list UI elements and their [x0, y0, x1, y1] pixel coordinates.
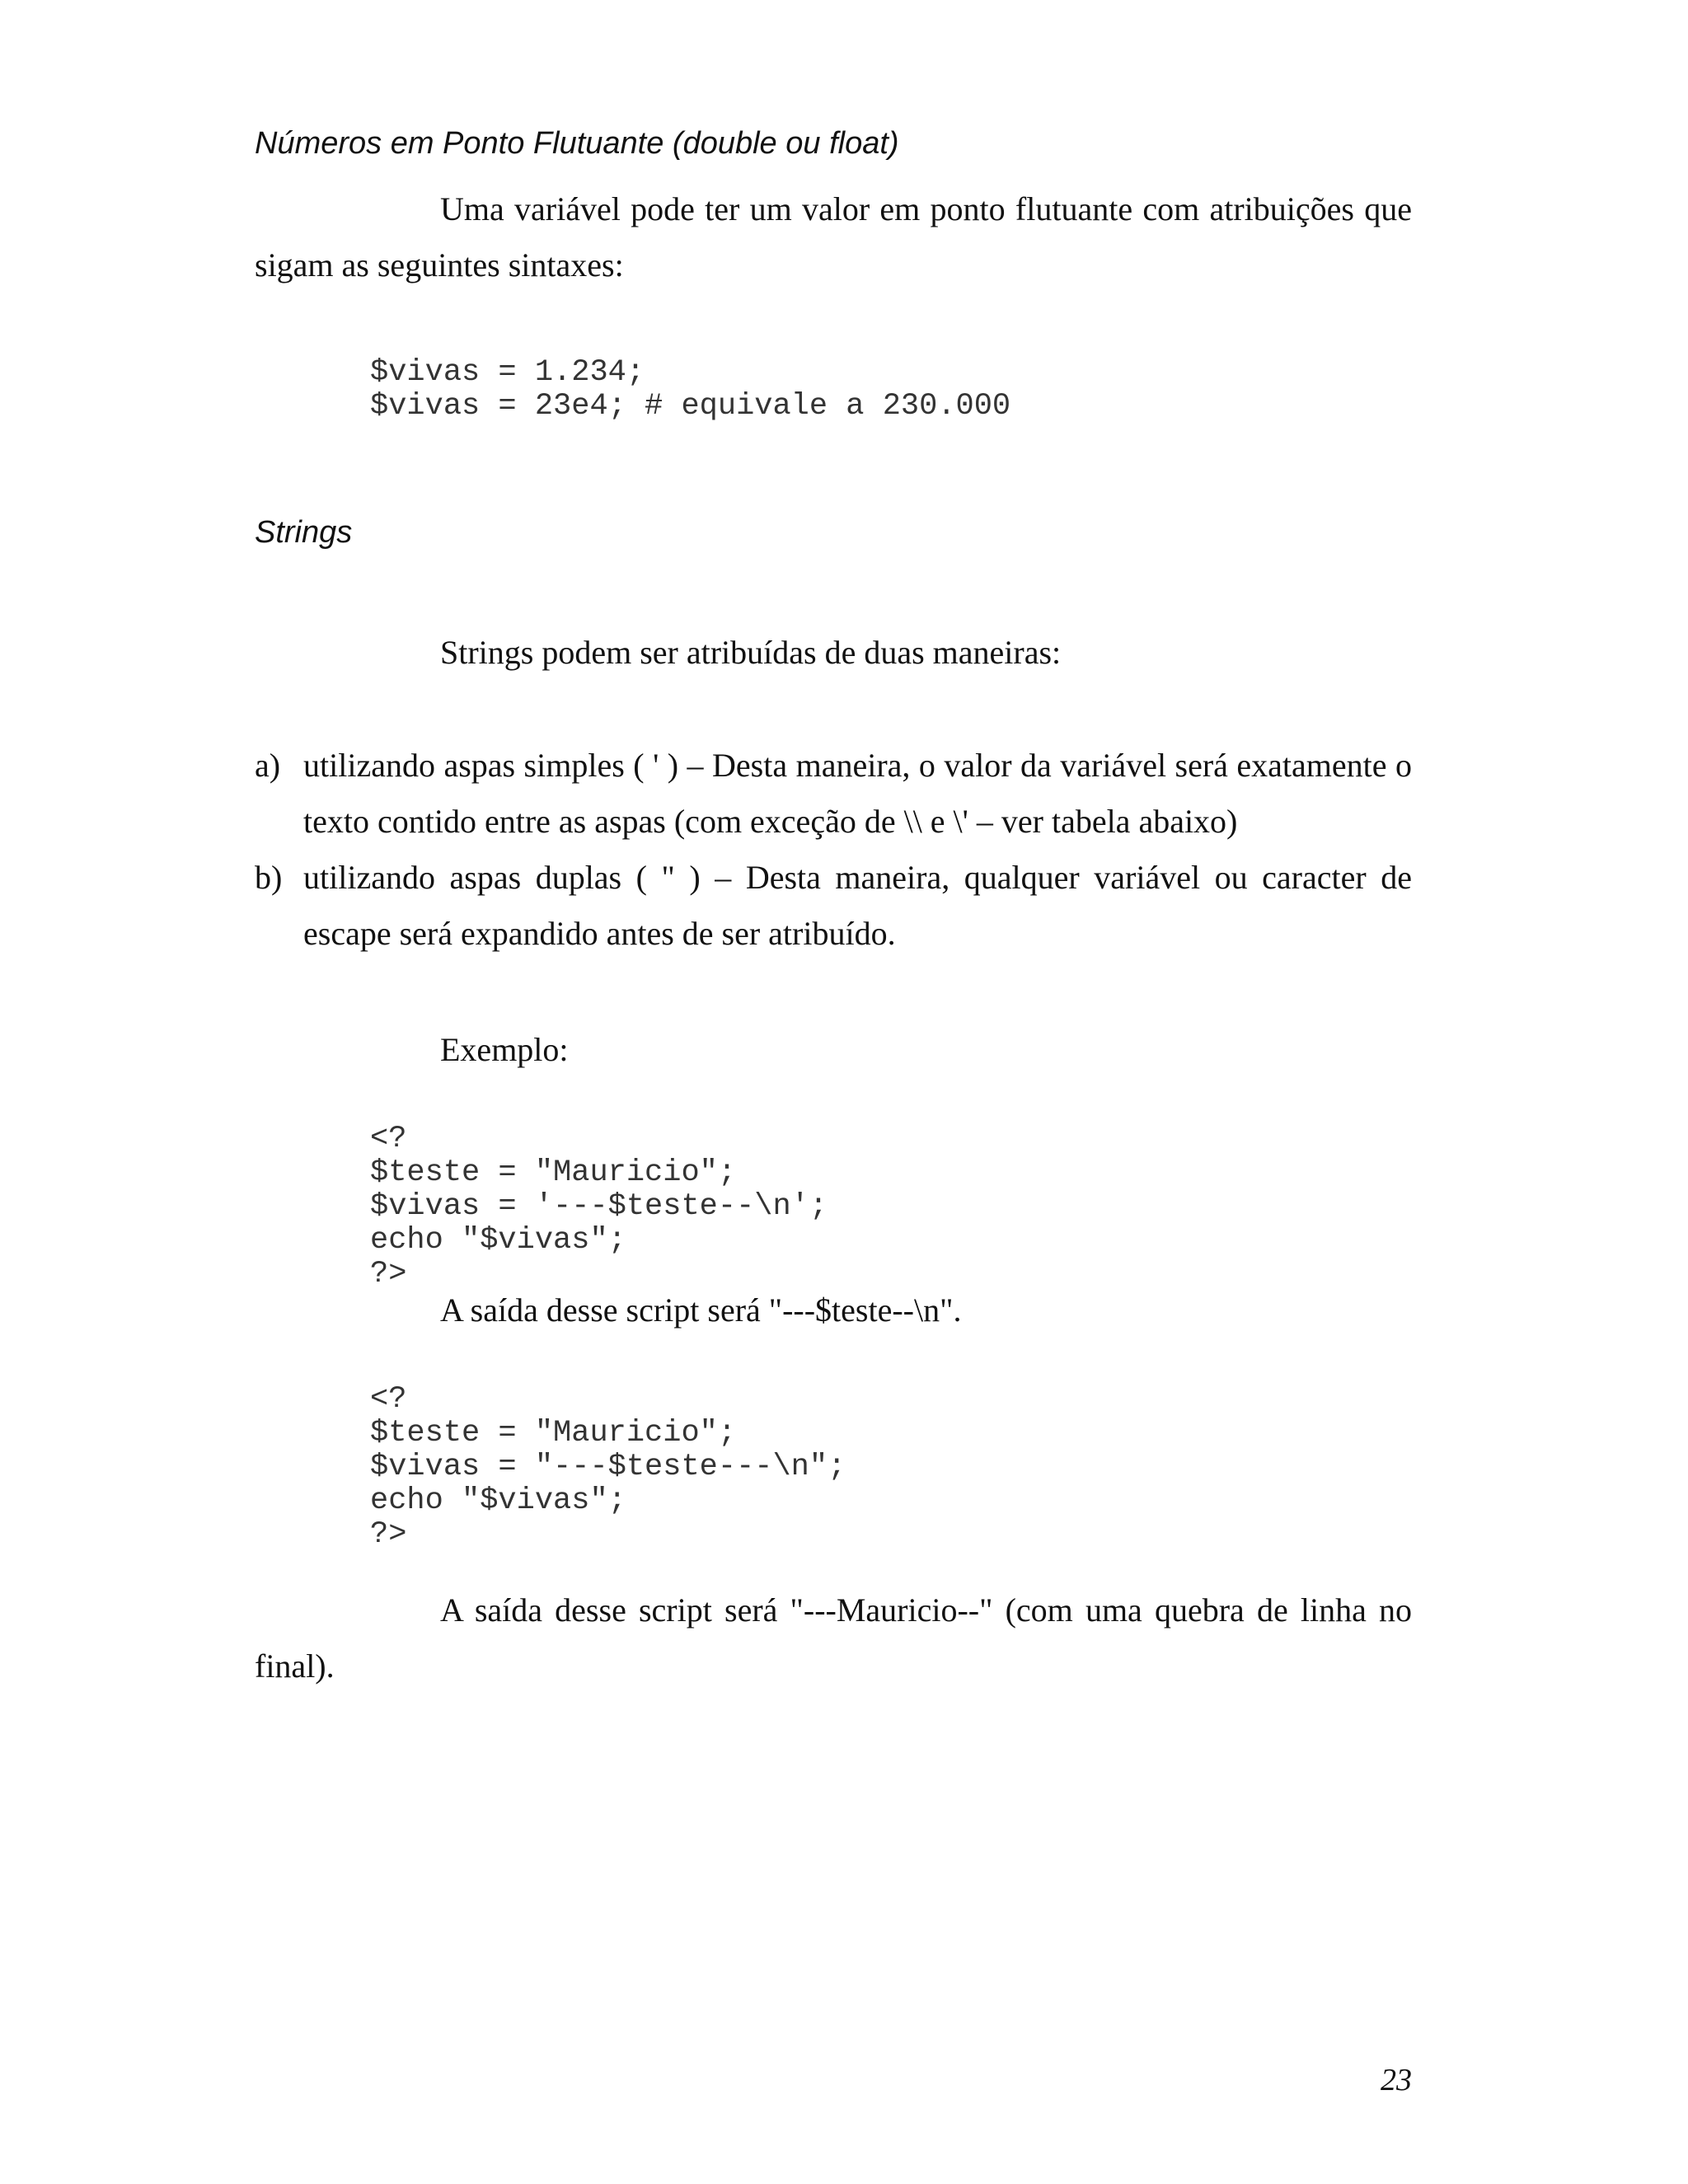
list-item-text: utilizando aspas simples ( ' ) – Desta maneira, o valor da variável será exatamente o texto contido entre as aspas (com exceção de \\ e \' – ver tabela abaixo) [303, 747, 1412, 840]
paragraph-floating-point-text: Uma variável pode ter um valor em ponto flutuante com atribuições que sigam as seguintes sintaxes: [255, 190, 1412, 284]
paragraph-example-output-text: A saída desse script será "---Mauricio--" (com uma quebra de linha no final). [255, 1591, 1412, 1685]
page-number: 23 [1381, 2063, 1412, 2097]
list-item-single-quotes [255, 738, 1412, 850]
code-block-example-double-quotes: <? $teste = "Mauricio"; $vivas = "---$teste---\n"; echo "$vivas"; ?> [370, 1382, 846, 1552]
list-item-double-quotes [255, 850, 1412, 962]
example-output-single-quotes: A saída desse script será "---$teste--\n". [440, 1291, 962, 1329]
string-quote-list [255, 738, 1412, 962]
paragraph-strings-intro: Strings podem ser atribuídas de duas maneiras: [440, 634, 1062, 671]
example-label: Exemplo: [440, 1031, 569, 1068]
heading-floating-point: Números em Ponto Flutuante (double ou float) [255, 126, 899, 161]
list-item-text: utilizando aspas duplas ( " ) – Desta maneira, qualquer variável ou caracter de escape será expandido antes de ser atribuído. [303, 859, 1412, 952]
paragraph-floating-point [255, 181, 1412, 293]
code-block-example-single-quotes: <? $teste = "Mauricio"; $vivas = '---$teste--\n'; echo "$vivas"; ?> [370, 1122, 828, 1291]
code-block-floating-point: $vivas = 1.234; $vivas = 23e4; # equivale a 230.000 [370, 355, 1011, 424]
list-marker: a) [255, 747, 281, 784]
heading-strings: Strings [255, 515, 353, 550]
list-marker: b) [255, 859, 283, 896]
paragraph-example-output-double-quotes [255, 1582, 1412, 1694]
